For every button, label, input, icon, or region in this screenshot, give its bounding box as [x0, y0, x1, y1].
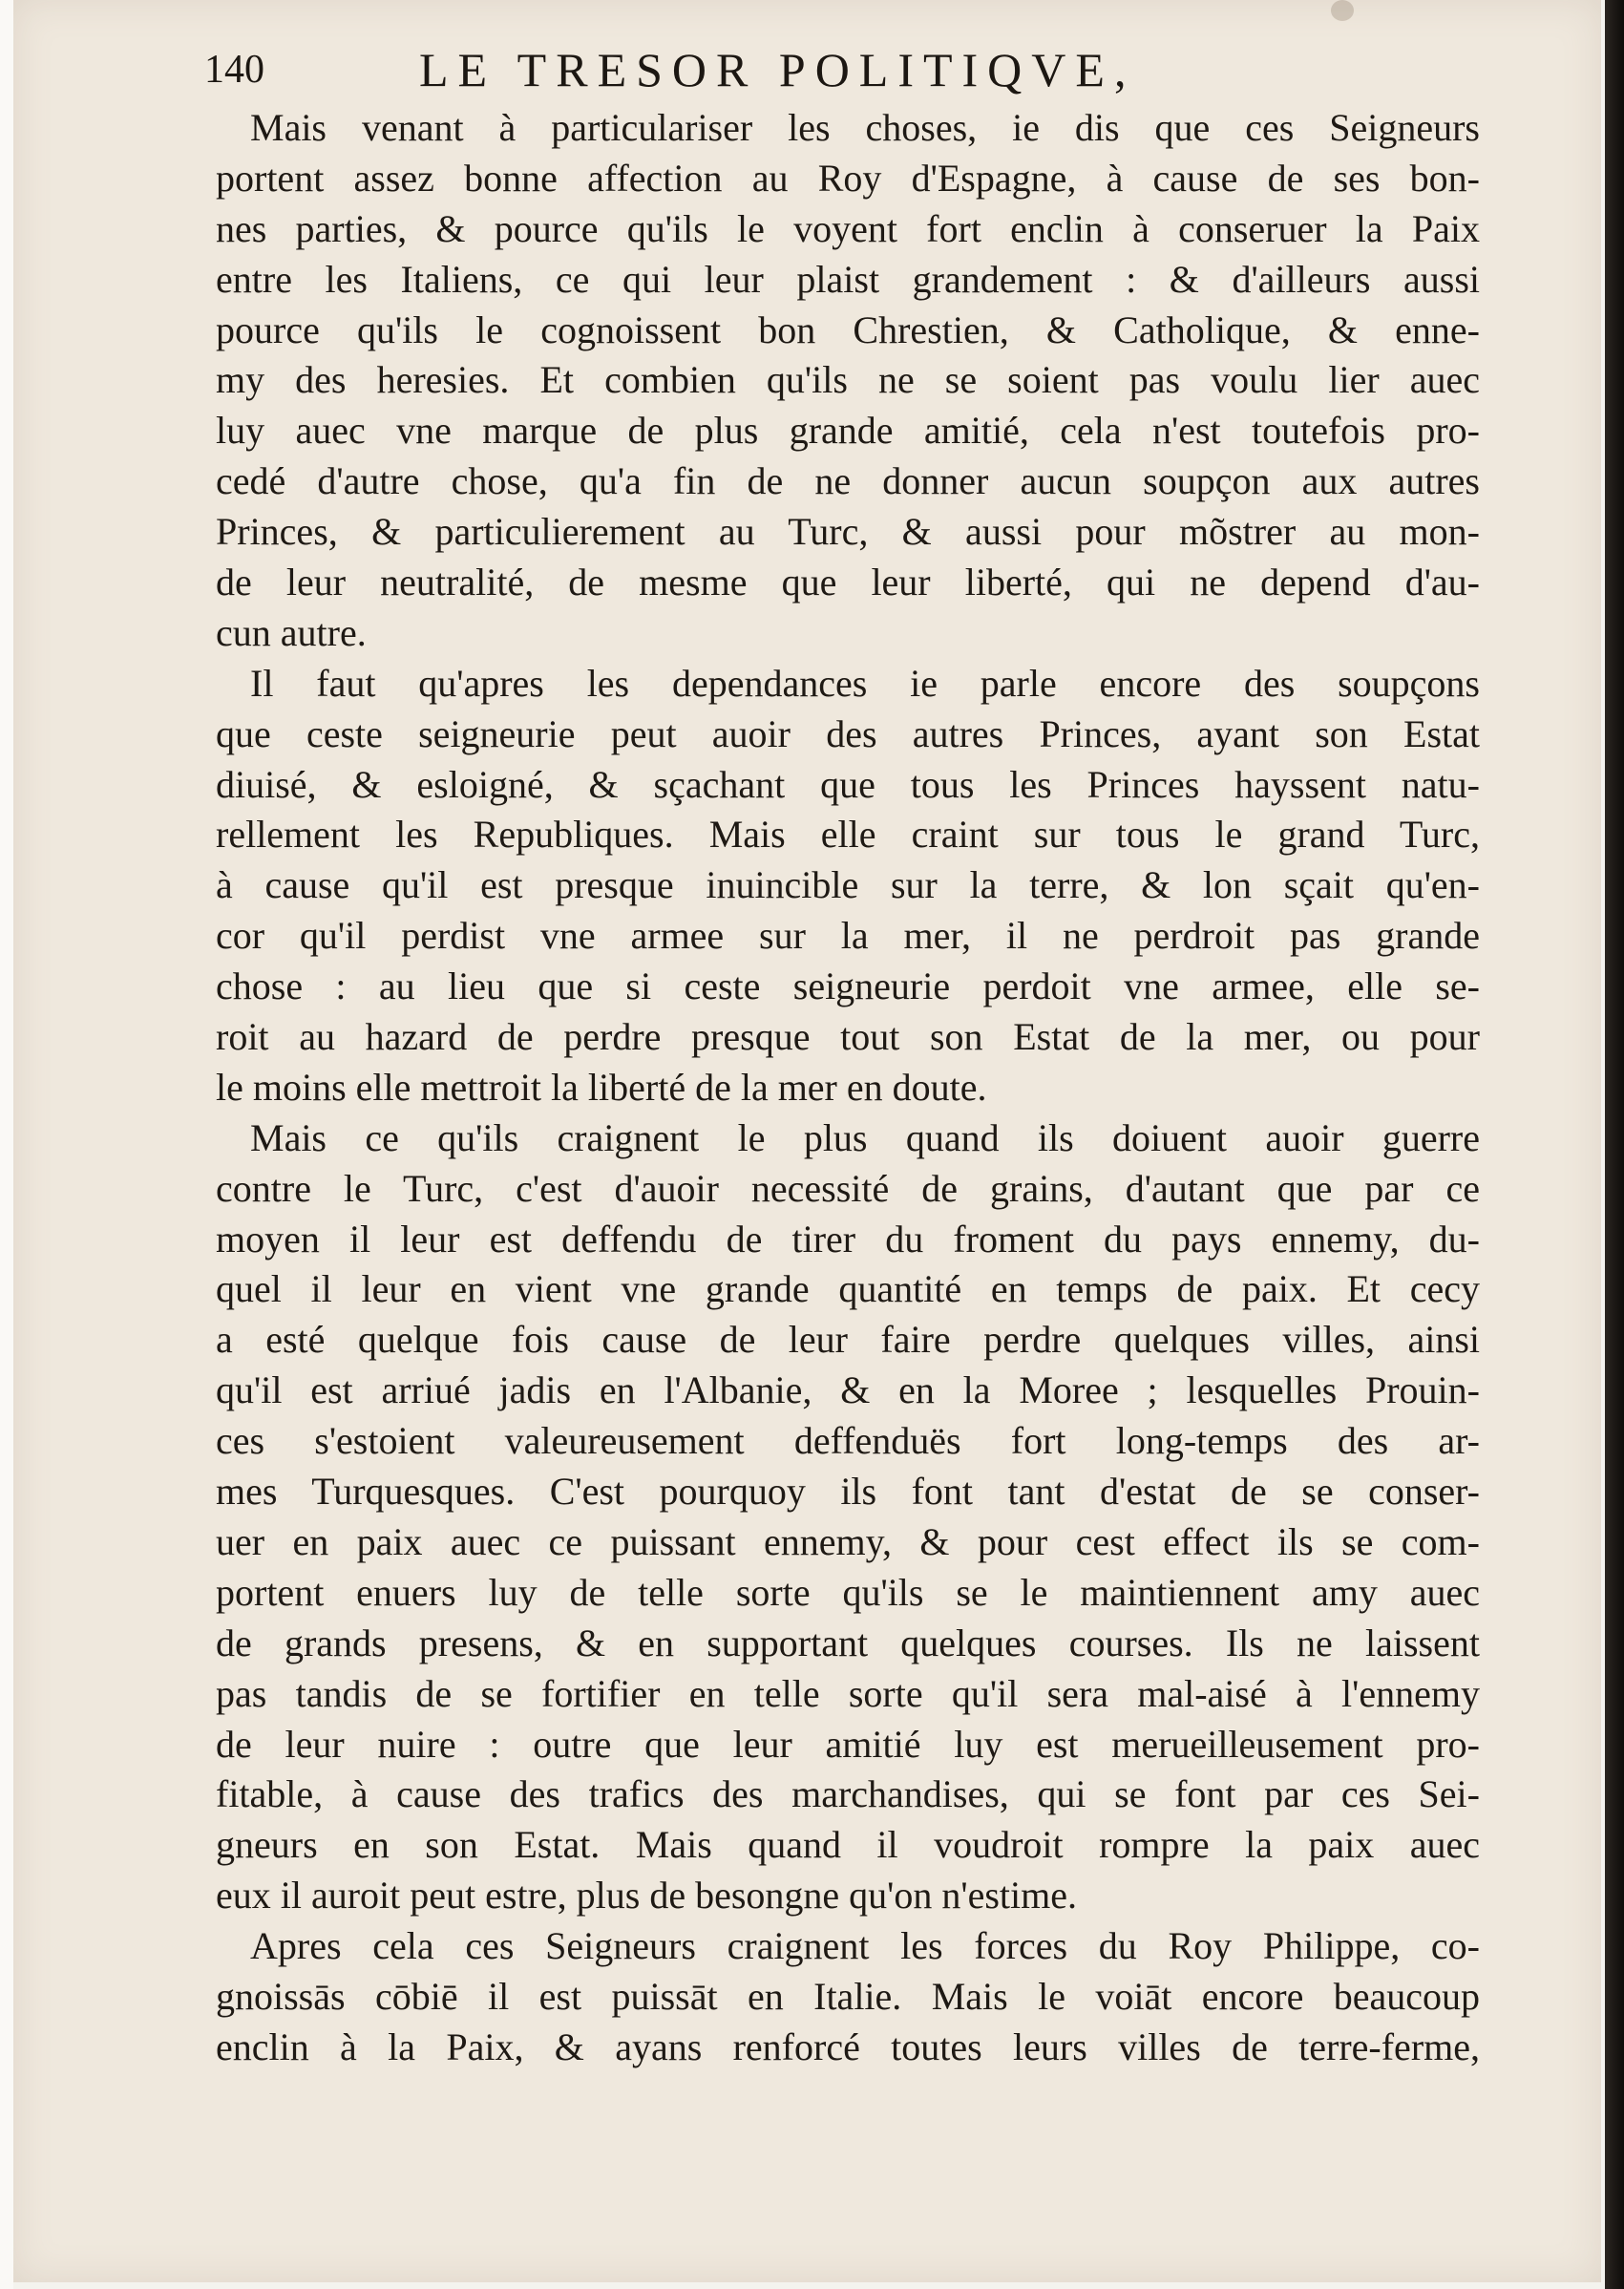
text-line: diuisé, & esloigné, & sçachant que tous les Princes hayssent natu- — [216, 762, 1480, 806]
text-line: Il faut qu'apres les dependances ie parle encore des soupçons — [250, 661, 1480, 705]
text-line: a esté quelque fois cause de leur faire perdre quelques villes, ainsi — [216, 1318, 1480, 1362]
text-line: uer en paix auec ce puissant ennemy, & pour cest effect ils se com- — [216, 1519, 1480, 1563]
text-line: de grands presens, & en supportant quelques courses. Ils ne laissent — [216, 1621, 1480, 1664]
text-line: de leur nuire : outre que leur amitié luy est merueilleusement pro- — [216, 1722, 1480, 1766]
text-line: Mais ce qu'ils craignent le plus quand ils doiuent auoir guerre — [250, 1115, 1480, 1159]
text-line: Apres cela ces Seigneurs craignent les forces du Roy Philippe, co- — [250, 1924, 1480, 1968]
text-line: qu'il est arriué jadis en l'Albanie, & en la Moree ; lesquelles Prouin- — [216, 1368, 1480, 1412]
text-line: que ceste seigneurie peut auoir des autres Princes, ayant son Estat — [216, 711, 1480, 755]
text-line: moyen il leur est deffendu de tirer du froment du pays ennemy, du- — [216, 1217, 1480, 1261]
text-line: roit au hazard de perdre presque tout son Estat de la mer, ou pour — [216, 1015, 1480, 1059]
left-margin-band — [0, 0, 13, 2289]
text-line: luy auec vne marque de plus grande amitié, cela n'est toutefois pro- — [216, 409, 1480, 453]
text-line: à cause qu'il est presque inuincible sur la terre, & lon sçait qu'en- — [216, 863, 1480, 907]
text-line: enclin à la Paix, & ayans renforcé toutes leurs villes de terre-ferme, — [216, 2024, 1480, 2068]
text-line: ces s'estoient valeureusement deffenduës fort long-temps des ar- — [216, 1419, 1480, 1463]
text-line: cun autre. — [216, 610, 367, 654]
text-line: Princes, & particulierement au Turc, & aussi pour mõstrer au mon- — [216, 510, 1480, 554]
text-line: nes parties, & pource qu'ils le voyent fort enclin à conseruer la Paix — [216, 206, 1480, 250]
text-line: cedé d'autre chose, qu'a fin de ne donner aucun soupçon aux autres — [216, 459, 1480, 503]
text-line: portent enuers luy de telle sorte qu'ils se le maintiennent amy auec — [216, 1570, 1480, 1614]
text-line: de leur neutralité, de mesme que leur liberté, qui ne depend d'au- — [216, 561, 1480, 604]
text-line: mes Turquesques. C'est pourquoy ils font tant d'estat de se conser- — [216, 1470, 1480, 1514]
page-number: 140 — [204, 48, 264, 92]
page-header — [204, 36, 1484, 103]
text-line: pas tandis de se fortifier en telle sorte qu'il sera mal-aisé à l'ennemy — [216, 1671, 1480, 1715]
text-line: entre les Italiens, ce qui leur plaist grandement : & d'ailleurs aussi — [216, 257, 1480, 301]
text-line: le moins elle mettroit la liberté de la mer en doute. — [216, 1065, 987, 1109]
ink-spot — [1331, 0, 1354, 21]
text-line: pource qu'ils le cognoissent bon Chrestien, & Catholique, & enne- — [216, 307, 1480, 351]
text-line: cor qu'il perdist vne armee sur la mer, il ne perdroit pas grande — [216, 914, 1480, 958]
book-spine-edge — [1605, 0, 1624, 2289]
text-line: gnoissās cōbiē il est puissāt en Italie. Mais le voiāt encore beaucoup — [216, 1974, 1480, 2018]
text-line: my des heresies. Et combien qu'ils ne se soient pas voulu lier auec — [216, 358, 1480, 402]
text-line: chose : au lieu que si ceste seigneurie perdoit vne armee, elle se- — [216, 964, 1480, 1008]
text-line: portent assez bonne affection au Roy d'Espagne, à cause de ses bon- — [216, 156, 1480, 200]
text-line: eux il auroit peut estre, plus de besongne qu'on n'estime. — [216, 1874, 1077, 1918]
running-title: LE TRESOR POLITIQVE, — [419, 43, 1136, 96]
text-line: quel il leur en vient vne grande quantité en temps de paix. Et cecy — [216, 1267, 1480, 1311]
body-text — [216, 103, 1480, 2073]
text-line: fitable, à cause des trafics des marchandises, qui se font par ces Sei- — [216, 1772, 1480, 1816]
text-line: gneurs en son Estat. Mais quand il voudroit rompre la paix auec — [216, 1823, 1480, 1867]
text-line: Mais venant à particulariser les choses, ie dis que ces Seigneurs — [250, 106, 1480, 149]
text-line: contre le Turc, c'est d'auoir necessité de grains, d'autant que par ce — [216, 1166, 1480, 1210]
text-line: rellement les Republiques. Mais elle craint sur tous le grand Turc, — [216, 813, 1480, 857]
